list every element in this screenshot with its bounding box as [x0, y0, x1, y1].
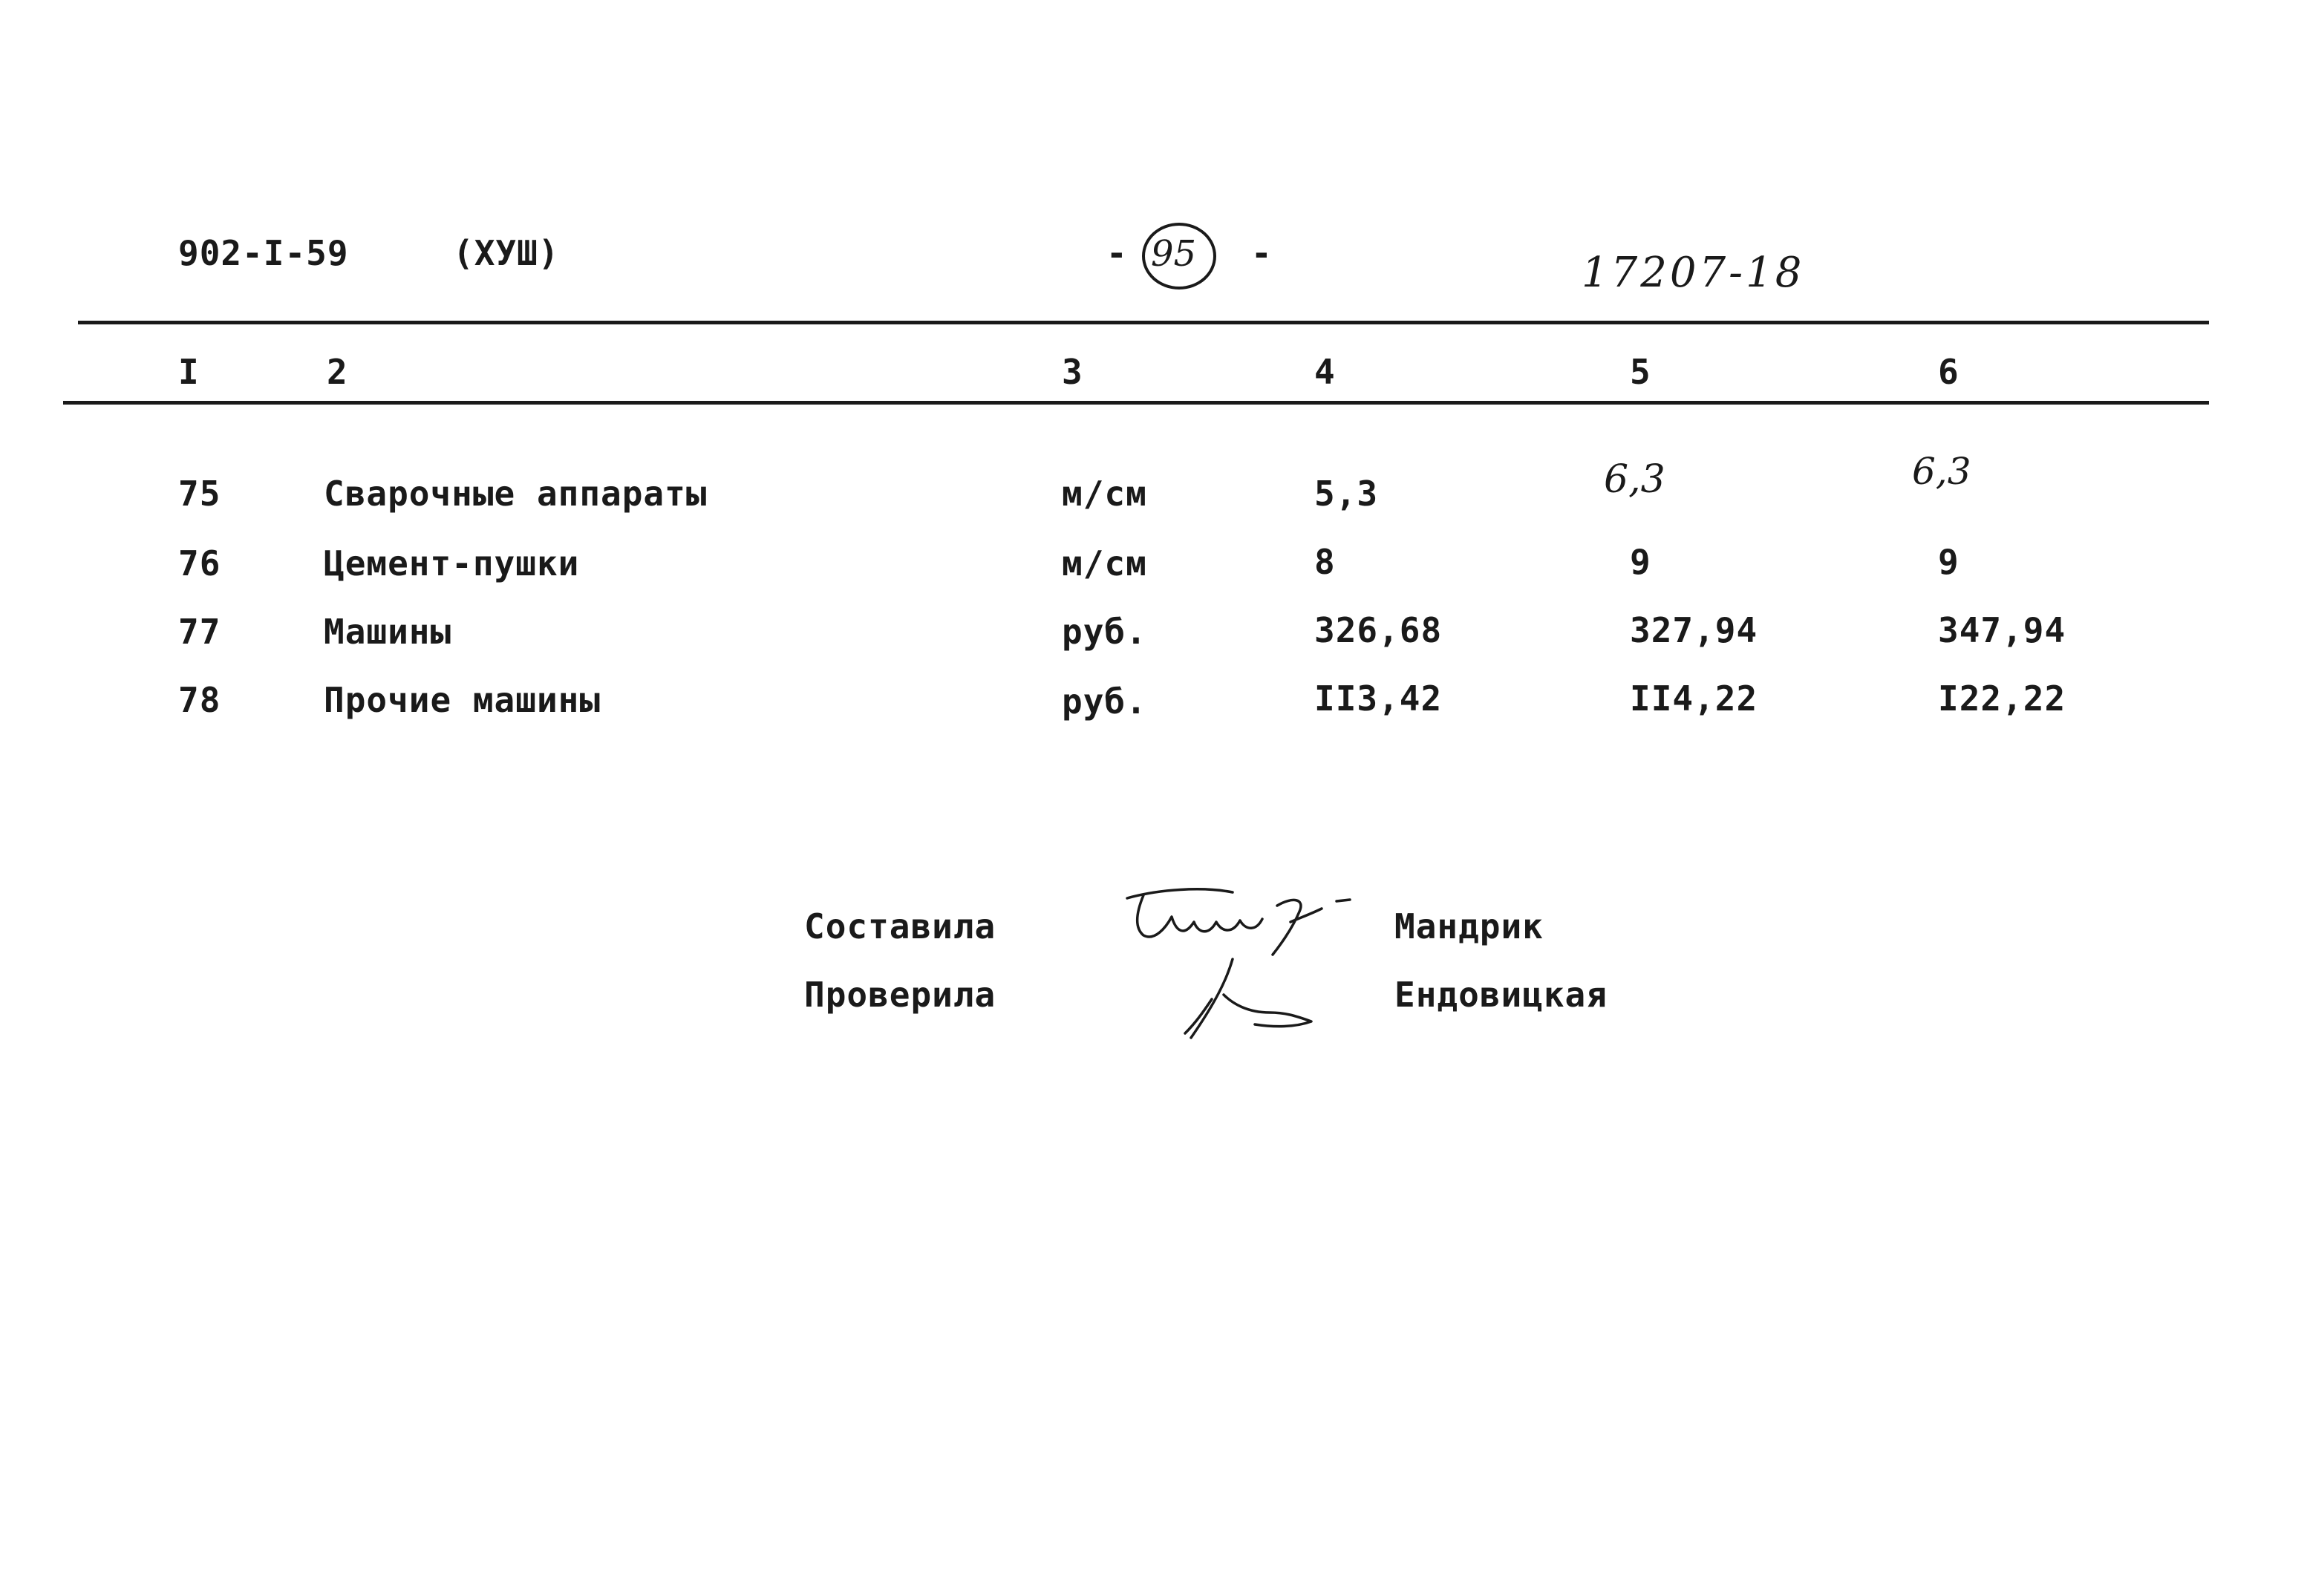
- row-value-col4: 5,3: [1314, 474, 1379, 514]
- checked-by-label: Проверила: [804, 975, 996, 1015]
- row-name: Сварочные аппараты: [324, 474, 708, 514]
- row-name: Прочие машины: [324, 680, 601, 720]
- row-value-col5: 6,3: [1604, 457, 1665, 502]
- row-number: 77: [178, 612, 221, 652]
- compiled-by-label: Составила: [804, 906, 996, 946]
- compiled-signature: [1114, 876, 1366, 958]
- page-number: 95: [1151, 233, 1197, 275]
- header-rule-bottom: [63, 401, 2209, 405]
- checked-by-name: Ендовицкая: [1394, 975, 1608, 1015]
- row-value-col5: II4,22: [1630, 678, 1758, 719]
- row-number: 75: [178, 474, 221, 514]
- column-header-1: I: [178, 352, 200, 392]
- row-value-col4: 326,68: [1314, 610, 1443, 650]
- column-header-2: 2: [327, 352, 348, 392]
- row-value-col5: 9: [1630, 542, 1651, 582]
- column-header-5: 5: [1630, 352, 1651, 392]
- row-value-col6: I22,22: [1938, 678, 2066, 719]
- row-value-col6: 347,94: [1938, 610, 2066, 650]
- section-code: (ХУШ): [453, 233, 560, 273]
- column-header-4: 4: [1314, 352, 1336, 392]
- row-name: Машины: [324, 612, 452, 652]
- row-number: 76: [178, 543, 221, 583]
- row-unit: м/см: [1062, 543, 1147, 583]
- page-number-stamp: [1099, 217, 1277, 298]
- row-unit: руб.: [1062, 612, 1147, 652]
- row-unit: руб.: [1062, 681, 1147, 722]
- page-dash-left: -: [1106, 233, 1128, 273]
- column-header-3: 3: [1062, 352, 1083, 392]
- row-value-col6: 9: [1938, 542, 1960, 582]
- sheet-reference: 17207-18: [1582, 249, 1805, 297]
- row-number: 78: [178, 680, 221, 720]
- page-dash-right: -: [1251, 233, 1273, 273]
- row-unit: м/см: [1062, 474, 1147, 514]
- row-value-col4: II3,42: [1314, 678, 1443, 719]
- column-header-6: 6: [1938, 352, 1960, 392]
- header-rule-top: [78, 321, 2209, 324]
- row-value-col4: 8: [1314, 542, 1336, 582]
- document-code: 902-I-59: [178, 233, 349, 273]
- checked-signature: [1143, 950, 1322, 1047]
- row-value-col6: 6,3: [1912, 450, 1971, 493]
- row-value-col5: 327,94: [1630, 610, 1758, 650]
- compiled-by-name: Мандрик: [1394, 906, 1544, 946]
- row-name: Цемент-пушки: [324, 543, 580, 583]
